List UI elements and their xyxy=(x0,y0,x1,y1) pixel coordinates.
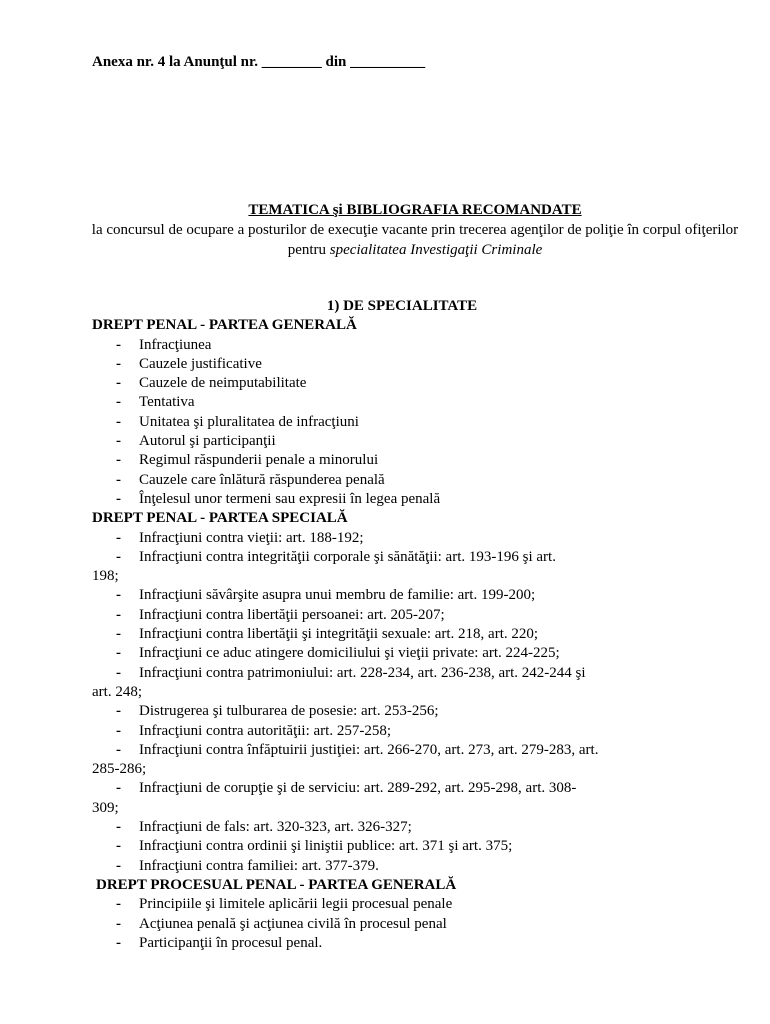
item-text: Infracţiuni contra vieţii: art. 188-192; xyxy=(139,529,364,546)
item-text: Infracţiuni contra familiei: art. 377-379. xyxy=(139,857,379,874)
list-item: - Infracţiunea xyxy=(92,336,692,355)
list-item: - Cauzele care înlătură răspunderea penală xyxy=(92,471,692,490)
item-continuation: 198; xyxy=(92,568,119,585)
annex-reference: Anexa nr. 4 la Anunţul nr. ________ din __________ xyxy=(92,54,426,70)
section-heading-procedural-general: DREPT PROCESUAL PENAL - PARTEA GENERALĂ xyxy=(96,876,457,893)
item-text: Infracţiuni contra înfăptuirii justiţiei: art. 266-270, art. 273, art. 279-283, art. xyxy=(139,741,599,758)
procedural-general-list xyxy=(92,895,692,953)
section-heading-penal-special: DREPT PENAL - PARTEA SPECIALĂ xyxy=(92,510,348,527)
item-continuation: 285-286; xyxy=(92,761,147,778)
item-text: Infracţiuni contra libertăţii şi integrităţii sexuale: art. 218, art. 220; xyxy=(139,626,539,643)
list-item xyxy=(92,722,692,741)
list-item xyxy=(92,779,692,818)
item-text: Infracţiuni contra patrimoniului: art. 228-234, art. 236-238, art. 242-244 şi xyxy=(139,664,586,681)
list-item xyxy=(92,586,692,605)
section-title: 1) DE SPECIALITATE xyxy=(326,298,478,314)
list-item xyxy=(92,529,692,548)
list-item xyxy=(92,664,692,703)
list-item xyxy=(92,857,692,876)
item-text: Infracţiuni ce aduc atingere domiciliului şi vieţii private: art. 224-225; xyxy=(139,645,560,662)
penal-general-list xyxy=(92,336,692,510)
list-item: - Regimul răspunderii penale a minorului xyxy=(92,451,692,470)
content xyxy=(92,297,692,953)
list-item: - Autorul şi participanţii xyxy=(92,432,692,451)
list-item: - Cauzele de neimputabilitate xyxy=(92,374,692,393)
list-item xyxy=(92,644,692,663)
item-text: Infracţiuni de corupţie şi de serviciu: art. 289-292, art. 295-298, art. 308- xyxy=(139,780,577,797)
title-block xyxy=(60,200,770,260)
list-item: - Înţelesul unor termeni sau expresii în legea penală xyxy=(92,490,692,509)
list-item: - Participanţii în procesul penal. xyxy=(92,934,692,953)
item-text: Infracţiuni contra libertăţii persoanei: art. 205-207; xyxy=(139,606,445,623)
list-item xyxy=(92,548,692,587)
list-item: - Principiile şi limitele aplicării legii procesual penale xyxy=(92,895,692,914)
list-item xyxy=(92,741,692,780)
document-title: TEMATICA şi BIBLIOGRAFIA RECOMANDATE xyxy=(248,202,582,218)
subtitle-text: la concursul de ocupare a posturilor de execuţie vacante prin trecerea agenţilor de poliţie în corpul ofiţerilor pentru xyxy=(91,222,739,258)
item-continuation: art. 248; xyxy=(92,683,142,700)
list-item xyxy=(92,625,692,644)
list-item xyxy=(92,702,692,721)
list-item: - Acţiunea penală şi acţiunea civilă în procesul penal xyxy=(92,915,692,934)
penal-special-list xyxy=(92,529,692,876)
subtitle-specialty: specialitatea Investigaţii Criminale xyxy=(329,242,543,258)
item-text: Distrugerea şi tulburarea de posesie: art. 253-256; xyxy=(139,703,439,720)
list-item xyxy=(92,818,692,837)
item-text: Infracţiuni de fals: art. 320-323, art. 326-327; xyxy=(139,819,412,836)
document-subtitle xyxy=(60,220,770,260)
list-item: - Unitatea şi pluralitatea de infracţiuni xyxy=(92,413,692,432)
item-continuation: 309; xyxy=(92,799,119,816)
list-item: - Tentativa xyxy=(92,393,692,412)
list-item: - Cauzele justificative xyxy=(92,355,692,374)
item-text: Infracţiuni contra autorităţii: art. 257-258; xyxy=(139,722,391,739)
item-text: Infracţiuni săvârşite asupra unui membru de familie: art. 199-200; xyxy=(139,587,536,604)
list-item xyxy=(92,606,692,625)
item-text: Infracţiuni contra integrităţii corporale şi sănătăţii: art. 193-196 şi art. xyxy=(139,548,556,565)
item-text: Infracţiuni contra ordinii şi liniştii publice: art. 371 şi art. 375; xyxy=(139,838,513,855)
section-heading-penal-general: DREPT PENAL - PARTEA GENERALĂ xyxy=(92,317,357,334)
list-item xyxy=(92,837,692,856)
